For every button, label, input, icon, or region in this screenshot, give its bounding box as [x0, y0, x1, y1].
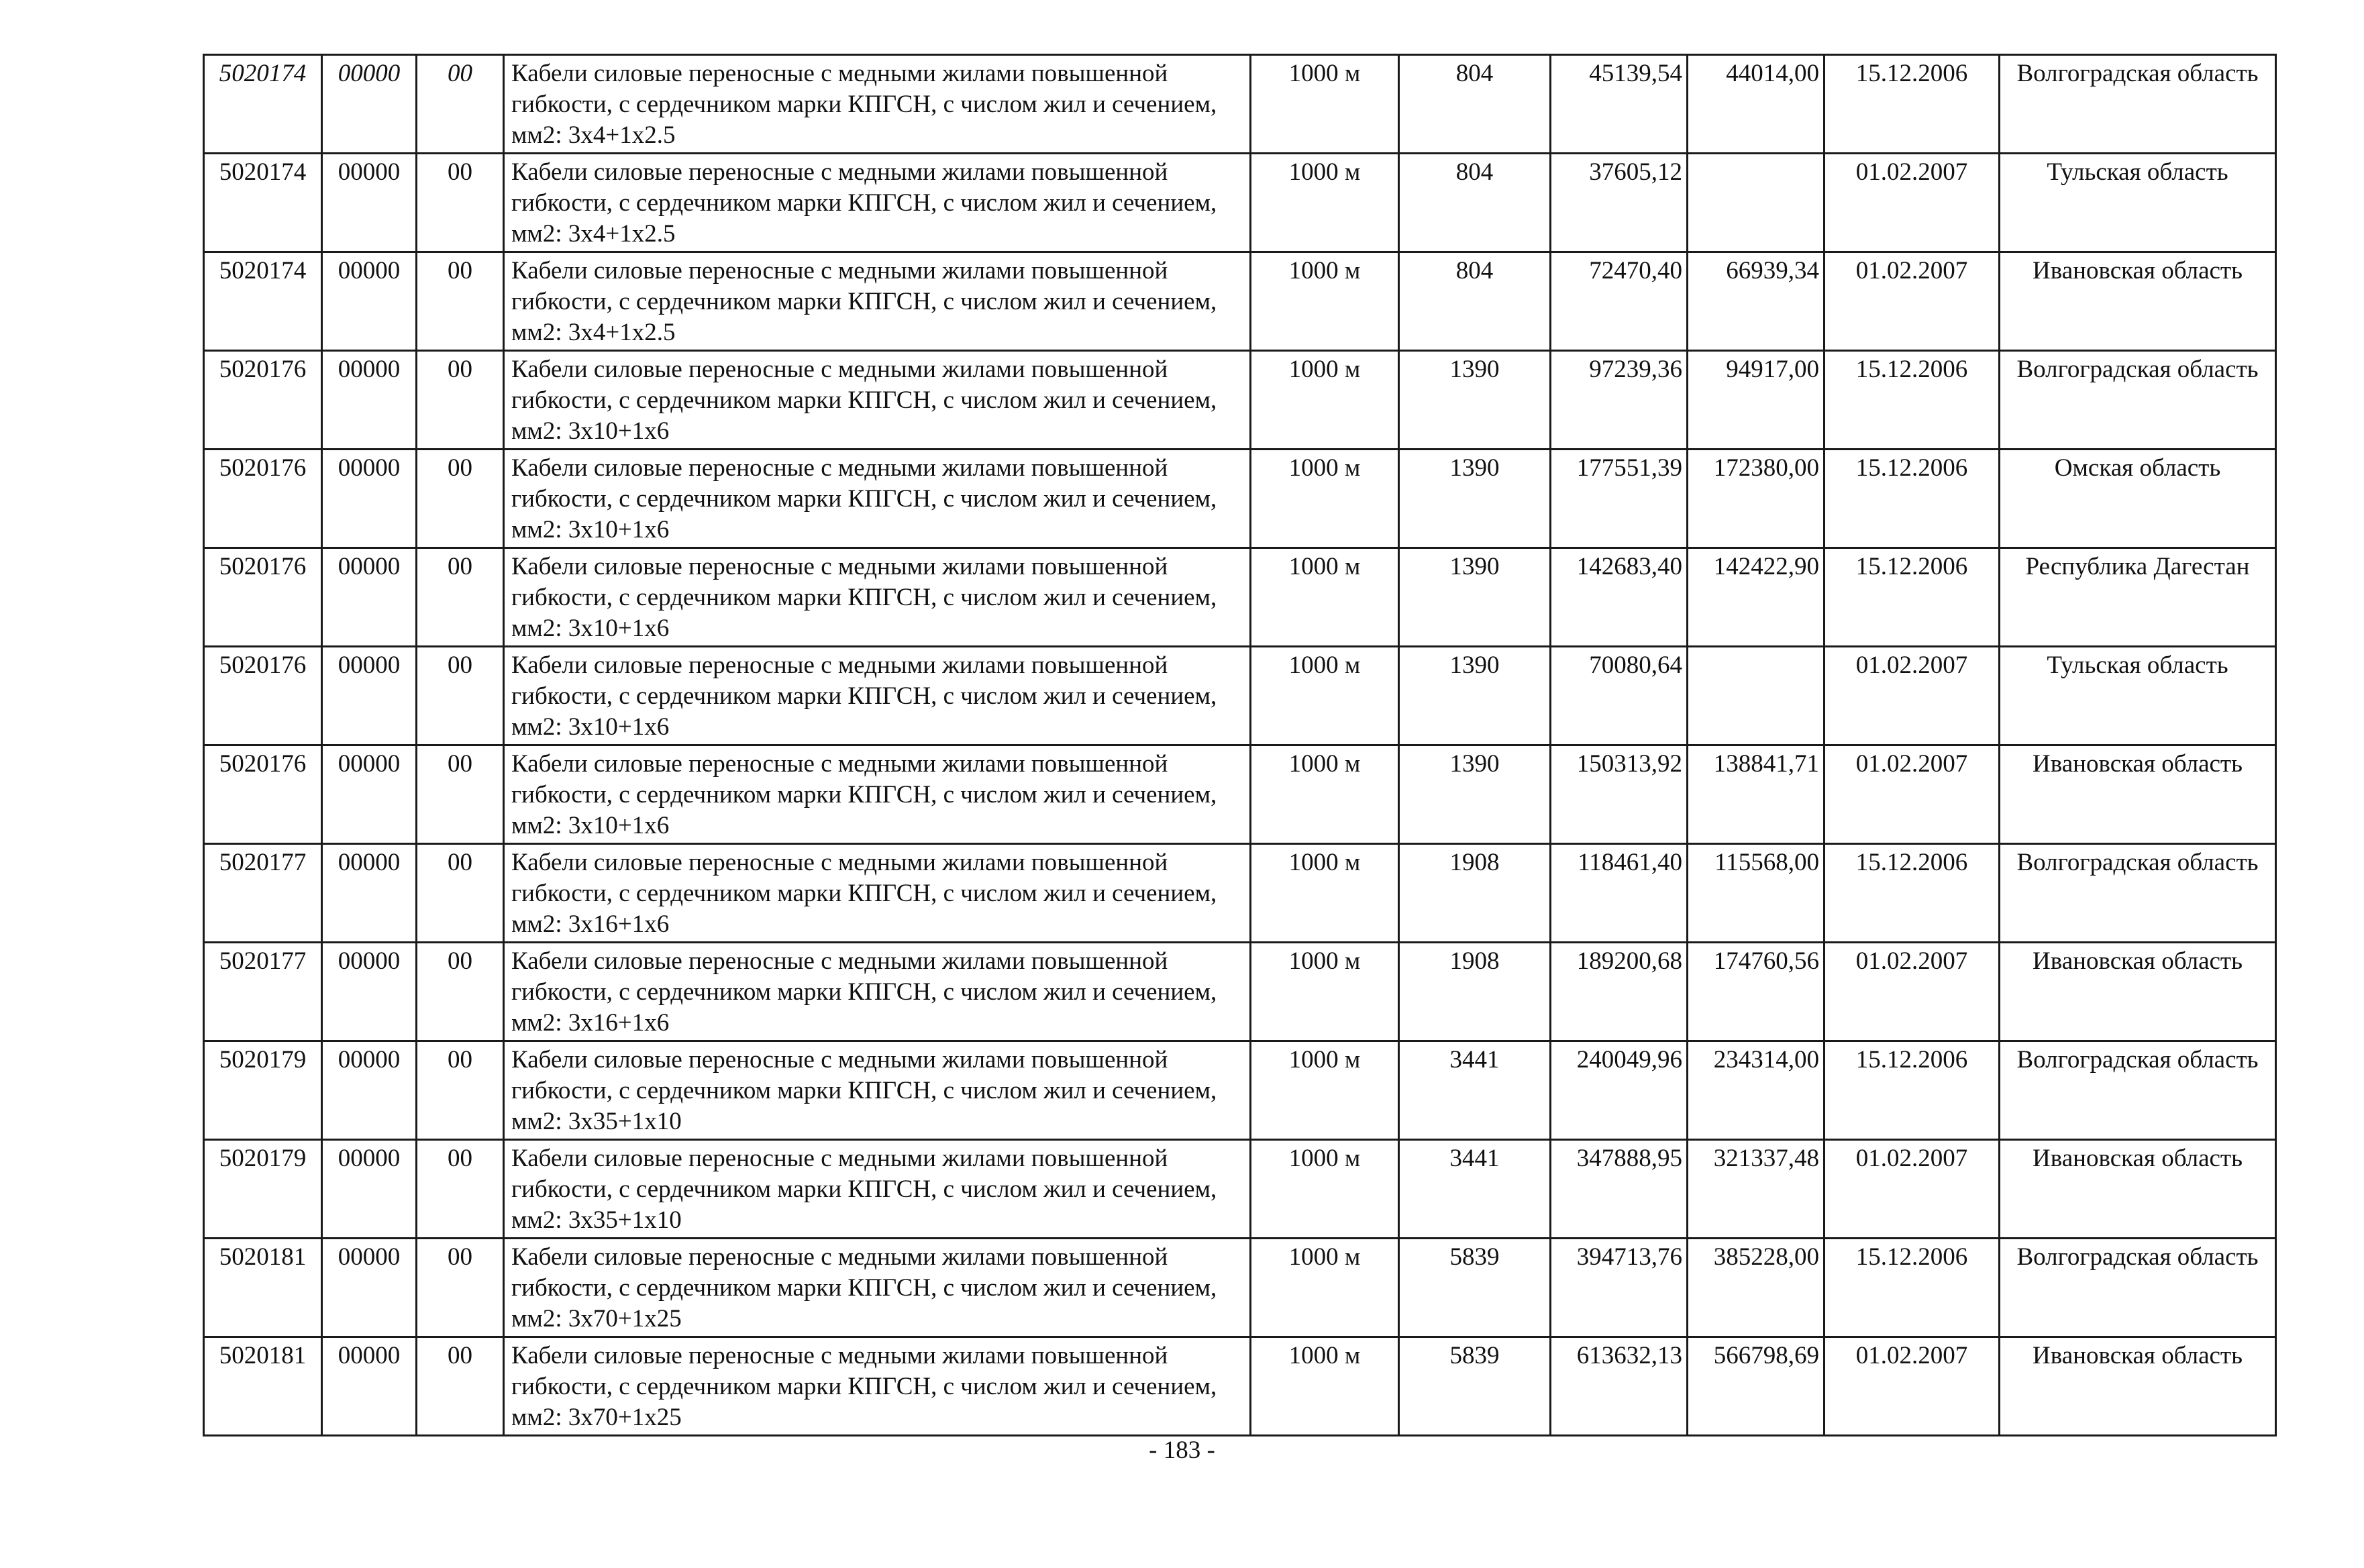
description-cell: Кабели силовые переносные с медными жилами повышенной гибкости, с сердечником марки КПГСН, с числом жил и сечением, мм2: 3х70+1х25: [504, 1239, 1251, 1337]
suffix-code-cell: 00: [417, 943, 504, 1041]
price-alt-cell: 566798,69: [1688, 1337, 1825, 1436]
table-row: [204, 1337, 2276, 1436]
price-alt-cell: 44014,00: [1688, 55, 1825, 154]
price-alt-cell: 138841,71: [1688, 745, 1825, 844]
page-number: - 183 -: [1149, 1436, 1215, 1464]
region-cell: Тульская область: [2000, 154, 2276, 252]
date-cell: 01.02.2007: [1825, 1337, 2000, 1436]
item-code-cell: 5020174: [204, 154, 322, 252]
description-cell: Кабели силовые переносные с медными жилами повышенной гибкости, с сердечником марки КПГСН, с числом жил и сечением, мм2: 3х10+1х6: [504, 745, 1251, 844]
sub-code-cell: 00000: [322, 55, 417, 154]
quantity-cell: 3441: [1399, 1041, 1551, 1140]
unit-cell: 1000 м: [1251, 844, 1399, 943]
item-code-cell: 5020177: [204, 943, 322, 1041]
quantity-cell: 1908: [1399, 844, 1551, 943]
description-cell: Кабели силовые переносные с медными жилами повышенной гибкости, с сердечником марки КПГСН, с числом жил и сечением, мм2: 3х10+1х6: [504, 548, 1251, 647]
item-code-cell: 5020181: [204, 1337, 322, 1436]
item-code-cell: 5020179: [204, 1041, 322, 1140]
item-code-cell: 5020176: [204, 647, 322, 745]
quantity-cell: 804: [1399, 55, 1551, 154]
suffix-code-cell: 00: [417, 1337, 504, 1436]
region-cell: Ивановская область: [2000, 745, 2276, 844]
price-cell: 97239,36: [1551, 351, 1688, 450]
region-cell: Омская область: [2000, 450, 2276, 548]
unit-cell: 1000 м: [1251, 1140, 1399, 1239]
region-cell: Волгоградская область: [2000, 844, 2276, 943]
suffix-code-cell: 00: [417, 351, 504, 450]
suffix-code-cell: 00: [417, 1140, 504, 1239]
price-alt-cell: 142422,90: [1688, 548, 1825, 647]
sub-code-cell: 00000: [322, 351, 417, 450]
quantity-cell: 804: [1399, 154, 1551, 252]
description-cell: Кабели силовые переносные с медными жилами повышенной гибкости, с сердечником марки КПГСН, с числом жил и сечением, мм2: 3х4+1х2.5: [504, 154, 1251, 252]
item-code-cell: 5020176: [204, 450, 322, 548]
date-cell: 15.12.2006: [1825, 548, 2000, 647]
region-cell: Ивановская область: [2000, 943, 2276, 1041]
quantity-cell: 1390: [1399, 351, 1551, 450]
unit-cell: 1000 м: [1251, 55, 1399, 154]
table-row: [204, 647, 2276, 745]
quantity-cell: 1390: [1399, 450, 1551, 548]
item-code-cell: 5020176: [204, 745, 322, 844]
price-alt-cell: 94917,00: [1688, 351, 1825, 450]
sub-code-cell: 00000: [322, 548, 417, 647]
sub-code-cell: 00000: [322, 943, 417, 1041]
description-cell: Кабели силовые переносные с медными жилами повышенной гибкости, с сердечником марки КПГСН, с числом жил и сечением, мм2: 3х70+1х25: [504, 1337, 1251, 1436]
item-code-cell: 5020174: [204, 55, 322, 154]
unit-cell: 1000 м: [1251, 745, 1399, 844]
sub-code-cell: 00000: [322, 1041, 417, 1140]
quantity-cell: 3441: [1399, 1140, 1551, 1239]
suffix-code-cell: 00: [417, 647, 504, 745]
date-cell: 15.12.2006: [1825, 351, 2000, 450]
price-alt-cell: 172380,00: [1688, 450, 1825, 548]
suffix-code-cell: 00: [417, 548, 504, 647]
sub-code-cell: 00000: [322, 844, 417, 943]
sub-code-cell: 00000: [322, 154, 417, 252]
region-cell: Волгоградская область: [2000, 55, 2276, 154]
date-cell: 15.12.2006: [1825, 844, 2000, 943]
suffix-code-cell: 00: [417, 252, 504, 351]
quantity-cell: 804: [1399, 252, 1551, 351]
sub-code-cell: 00000: [322, 450, 417, 548]
sub-code-cell: 00000: [322, 252, 417, 351]
date-cell: 01.02.2007: [1825, 745, 2000, 844]
price-cell: 45139,54: [1551, 55, 1688, 154]
description-cell: Кабели силовые переносные с медными жилами повышенной гибкости, с сердечником марки КПГСН, с числом жил и сечением, мм2: 3х4+1х2.5: [504, 55, 1251, 154]
table-row: [204, 1041, 2276, 1140]
price-cell: 347888,95: [1551, 1140, 1688, 1239]
date-cell: 15.12.2006: [1825, 450, 2000, 548]
price-cell: 37605,12: [1551, 154, 1688, 252]
suffix-code-cell: 00: [417, 844, 504, 943]
table-row: [204, 745, 2276, 844]
unit-cell: 1000 м: [1251, 647, 1399, 745]
suffix-code-cell: 00: [417, 1041, 504, 1140]
region-cell: Республика Дагестан: [2000, 548, 2276, 647]
region-cell: Волгоградская область: [2000, 351, 2276, 450]
unit-cell: 1000 м: [1251, 450, 1399, 548]
price-alt-cell: [1688, 154, 1825, 252]
sub-code-cell: 00000: [322, 1337, 417, 1436]
table-row: [204, 154, 2276, 252]
description-cell: Кабели силовые переносные с медными жилами повышенной гибкости, с сердечником марки КПГСН, с числом жил и сечением, мм2: 3х4+1х2.5: [504, 252, 1251, 351]
sub-code-cell: 00000: [322, 647, 417, 745]
region-cell: Волгоградская область: [2000, 1041, 2276, 1140]
date-cell: 15.12.2006: [1825, 1041, 2000, 1140]
item-code-cell: 5020179: [204, 1140, 322, 1239]
price-alt-cell: 385228,00: [1688, 1239, 1825, 1337]
table-row: [204, 351, 2276, 450]
unit-cell: 1000 м: [1251, 1337, 1399, 1436]
price-cell: 72470,40: [1551, 252, 1688, 351]
price-cell: 613632,13: [1551, 1337, 1688, 1436]
table-row: [204, 548, 2276, 647]
item-code-cell: 5020176: [204, 351, 322, 450]
unit-cell: 1000 м: [1251, 548, 1399, 647]
unit-cell: 1000 м: [1251, 351, 1399, 450]
date-cell: 01.02.2007: [1825, 943, 2000, 1041]
sub-code-cell: 00000: [322, 1140, 417, 1239]
region-cell: Ивановская область: [2000, 252, 2276, 351]
price-cell: 177551,39: [1551, 450, 1688, 548]
quantity-cell: 1390: [1399, 548, 1551, 647]
item-code-cell: 5020181: [204, 1239, 322, 1337]
unit-cell: 1000 м: [1251, 252, 1399, 351]
region-cell: Ивановская область: [2000, 1337, 2276, 1436]
region-cell: Волгоградская область: [2000, 1239, 2276, 1337]
region-cell: Тульская область: [2000, 647, 2276, 745]
description-cell: Кабели силовые переносные с медными жилами повышенной гибкости, с сердечником марки КПГСН, с числом жил и сечением, мм2: 3х16+1х6: [504, 844, 1251, 943]
quantity-cell: 5839: [1399, 1337, 1551, 1436]
table-row: [204, 1140, 2276, 1239]
unit-cell: 1000 м: [1251, 943, 1399, 1041]
suffix-code-cell: 00: [417, 450, 504, 548]
sub-code-cell: 00000: [322, 1239, 417, 1337]
description-cell: Кабели силовые переносные с медными жилами повышенной гибкости, с сердечником марки КПГСН, с числом жил и сечением, мм2: 3х35+1х10: [504, 1041, 1251, 1140]
item-code-cell: 5020177: [204, 844, 322, 943]
description-cell: Кабели силовые переносные с медными жилами повышенной гибкости, с сердечником марки КПГСН, с числом жил и сечением, мм2: 3х10+1х6: [504, 351, 1251, 450]
price-cell: 189200,68: [1551, 943, 1688, 1041]
price-cell: 118461,40: [1551, 844, 1688, 943]
description-cell: Кабели силовые переносные с медными жилами повышенной гибкости, с сердечником марки КПГСН, с числом жил и сечением, мм2: 3х16+1х6: [504, 943, 1251, 1041]
quantity-cell: 1390: [1399, 647, 1551, 745]
date-cell: 01.02.2007: [1825, 252, 2000, 351]
price-alt-cell: 174760,56: [1688, 943, 1825, 1041]
price-table: [203, 54, 2277, 1436]
region-cell: Ивановская область: [2000, 1140, 2276, 1239]
suffix-code-cell: 00: [417, 154, 504, 252]
date-cell: 01.02.2007: [1825, 154, 2000, 252]
table-row: [204, 252, 2276, 351]
description-cell: Кабели силовые переносные с медными жилами повышенной гибкости, с сердечником марки КПГСН, с числом жил и сечением, мм2: 3х10+1х6: [504, 450, 1251, 548]
price-alt-cell: 234314,00: [1688, 1041, 1825, 1140]
price-cell: 240049,96: [1551, 1041, 1688, 1140]
price-cell: 394713,76: [1551, 1239, 1688, 1337]
table-row: [204, 1239, 2276, 1337]
date-cell: 15.12.2006: [1825, 1239, 2000, 1337]
sub-code-cell: 00000: [322, 745, 417, 844]
table-row: [204, 450, 2276, 548]
date-cell: 01.02.2007: [1825, 647, 2000, 745]
quantity-cell: 1390: [1399, 745, 1551, 844]
suffix-code-cell: 00: [417, 745, 504, 844]
price-alt-cell: 321337,48: [1688, 1140, 1825, 1239]
unit-cell: 1000 м: [1251, 1041, 1399, 1140]
price-alt-cell: 115568,00: [1688, 844, 1825, 943]
date-cell: 15.12.2006: [1825, 55, 2000, 154]
description-cell: Кабели силовые переносные с медными жилами повышенной гибкости, с сердечником марки КПГСН, с числом жил и сечением, мм2: 3х10+1х6: [504, 647, 1251, 745]
quantity-cell: 1908: [1399, 943, 1551, 1041]
date-cell: 01.02.2007: [1825, 1140, 2000, 1239]
unit-cell: 1000 м: [1251, 154, 1399, 252]
table-row: [204, 844, 2276, 943]
quantity-cell: 5839: [1399, 1239, 1551, 1337]
item-code-cell: 5020174: [204, 252, 322, 351]
price-cell: 70080,64: [1551, 647, 1688, 745]
table-body: [204, 55, 2276, 1436]
table-row: [204, 943, 2276, 1041]
suffix-code-cell: 00: [417, 55, 504, 154]
description-cell: Кабели силовые переносные с медными жилами повышенной гибкости, с сердечником марки КПГСН, с числом жил и сечением, мм2: 3х35+1х10: [504, 1140, 1251, 1239]
unit-cell: 1000 м: [1251, 1239, 1399, 1337]
price-alt-cell: 66939,34: [1688, 252, 1825, 351]
price-alt-cell: [1688, 647, 1825, 745]
price-cell: 150313,92: [1551, 745, 1688, 844]
suffix-code-cell: 00: [417, 1239, 504, 1337]
price-cell: 142683,40: [1551, 548, 1688, 647]
table-row: [204, 55, 2276, 154]
item-code-cell: 5020176: [204, 548, 322, 647]
